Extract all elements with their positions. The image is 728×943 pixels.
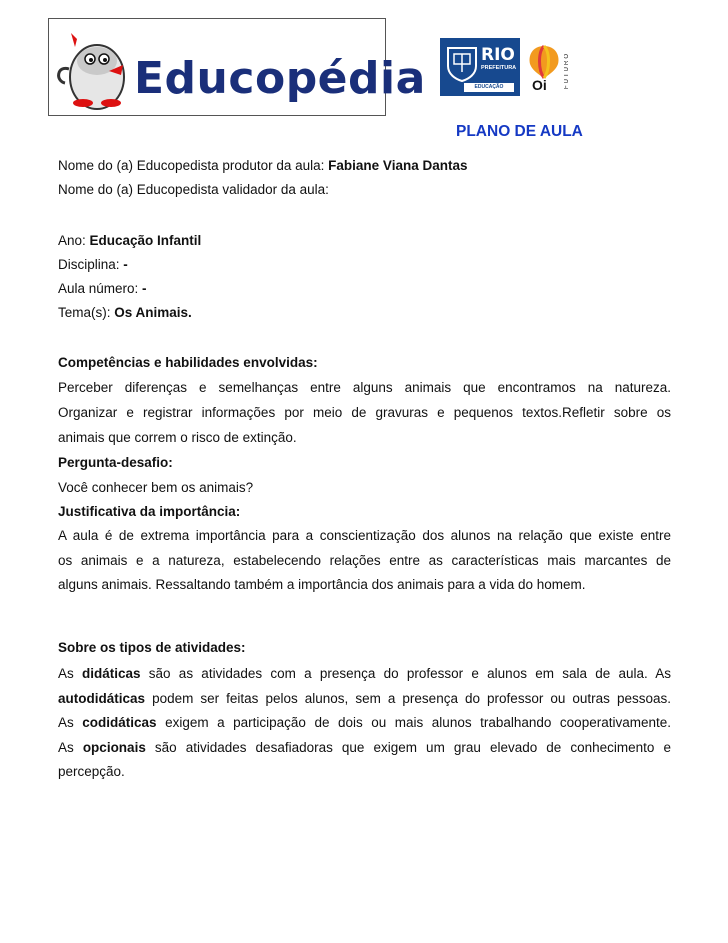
atividades-line-4 [58,740,671,755]
atividades-line-2 [58,691,671,706]
competencias-heading: Competências e habilidades envolvidas: [58,355,318,370]
tema-line [58,305,671,320]
tema-label: Tema(s): [58,305,115,320]
disciplina-value: - [123,257,128,272]
rio-prefeitura-logo [440,38,520,96]
atividades-l1-post: são as atividades com a presença do professor e alunos em sala de aula. As [140,666,671,681]
balloon-icon [526,44,562,80]
educopedia-logo [48,18,426,116]
didaticas-term: didáticas [82,666,141,681]
pergunta-heading: Pergunta-desafio: [58,455,173,470]
rio-subtitle: PREFEITURA [481,65,517,71]
competencias-line-2: Organizar e registrar informações por meio de gravuras e pequenos textos.Refletir sobre os [58,405,671,420]
city-crest-icon [445,44,479,82]
opcionais-term: opcionais [82,740,146,755]
atividades-l3-post: exigem a participação de dois ou mais alunos trabalhando cooperativamente. [156,715,671,730]
competencias-line-1: Perceber diferenças e semelhanças entre alguns animais que encontramos na natureza. [58,380,671,395]
justificativa-heading: Justificativa da importância: [58,504,241,519]
aula-label: Aula número: [58,281,143,296]
autodidaticas-term: autodidáticas [58,691,146,706]
oi-futuro-text: FUTURO [564,52,570,89]
aula-line [58,281,671,296]
tema-value: Os Animais. [114,305,192,320]
validator-line: Nome do (a) Educopedista validador da aula: [58,182,329,197]
producer-label: Nome do (a) Educopedista produtor da aula: [58,158,329,173]
justificativa-line-3: alguns animais. Ressaltando também a importância dos animais para a vida do homem. [58,577,586,592]
competencias-line-3: animais que correm o risco de extinção. [58,430,297,445]
atividades-line-1 [58,666,671,681]
pergunta-text: Você conhecer bem os animais? [58,480,254,495]
atividades-l4-post: são atividades desafiadoras que exigem um grau elevado de conhecimento e [145,740,671,755]
atividades-l4-pre: As [58,740,83,755]
oi-futuro-logo [524,44,576,98]
ano-value: Educação Infantil [89,233,202,248]
rio-department: EDUCAÇÃO [464,83,514,92]
sobre-heading: Sobre os tipos de atividades: [58,640,246,655]
atividades-line-3 [58,715,671,730]
producer-line [58,158,671,173]
atividades-l1-pre: As [58,666,83,681]
rio-title: RIO [481,45,515,65]
atividades-l2-post: podem ser feitas pelos alunos, sem a presença do professor ou outras pessoas. [145,691,671,706]
ano-label: Ano: [58,233,90,248]
codidaticas-term: codidáticas [82,715,157,730]
justificativa-line-2: os animais e a natureza, estabelecendo relações entre as características mais marcantes de [58,553,671,568]
atividades-l3-pre: As [58,715,83,730]
producer-name: Fabiane Viana Dantas [328,158,468,173]
atividades-line-5: percepção. [58,764,125,779]
ano-line [58,233,671,248]
logo-text: Educopédia [134,53,426,104]
disciplina-label: Disciplina: [58,257,124,272]
disciplina-line [58,257,671,272]
oi-text: Oi [532,77,547,93]
document-heading: PLANO DE AULA [456,123,583,140]
aula-value: - [142,281,147,296]
justificativa-line-1: A aula é de extrema importância para a conscientização dos alunos na relação que existe entre [58,528,671,543]
